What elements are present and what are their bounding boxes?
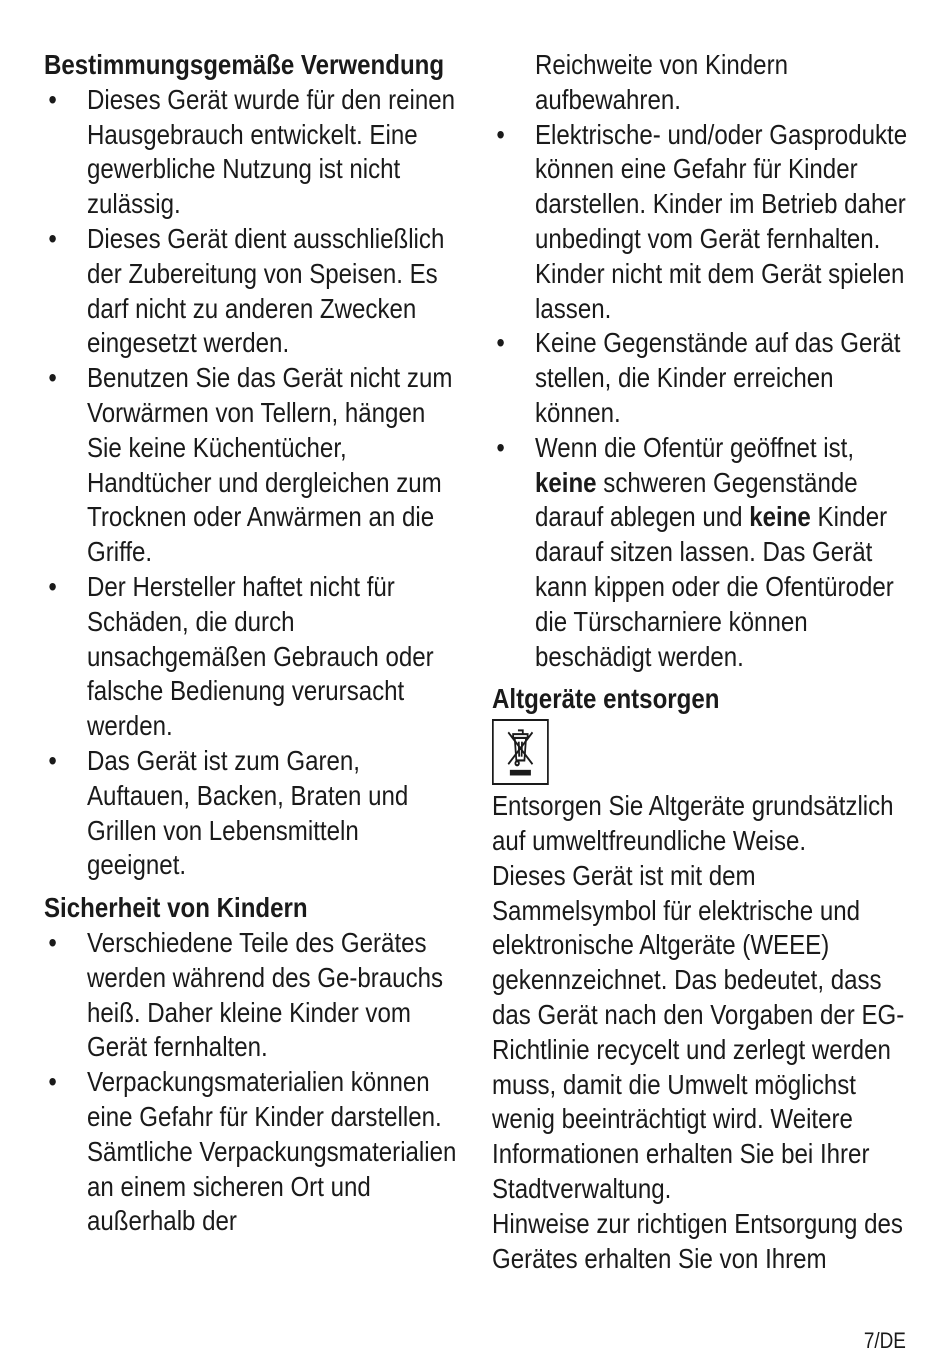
section-title-intended-use: Bestimmungsgemäße Verwendung xyxy=(44,49,445,80)
crossed-out-wheelie-bin-icon xyxy=(492,719,549,785)
bullet-icon: • xyxy=(48,222,57,254)
child-safety-list-continued xyxy=(492,118,913,675)
list-item-continuation: Reichweite von Kindern aufbewahren. xyxy=(535,49,788,115)
list-item xyxy=(492,431,913,675)
bullet-icon: • xyxy=(496,118,505,150)
list-item: • Verpackungsmaterialien können eine Gefahr für Kinder darstellen. Sämtliche Verpackungsmaterialien an einem sicheren Ort und außerhalb der xyxy=(44,1065,464,1239)
list-item: • Benutzen Sie das Gerät nicht zum Vorwärmen von Tellern, hängen Sie keine Küchentücher, Handtücher und dergleichen zum Trocknen oder Anwärmen an die Griffe. xyxy=(44,361,464,570)
bullet-icon: • xyxy=(496,431,505,463)
section-title-disposal: Altgeräte entsorgen xyxy=(492,683,720,715)
list-item: • Dieses Gerät dient ausschließlich der Zubereitung von Speisen. Es darf nicht zu anderen Zwecken eingesetzt werden. xyxy=(44,222,464,361)
page-number: 7/DE xyxy=(863,1328,906,1353)
item-text: Wenn die Ofentür geöffnet ist, keine schweren Gegenstände darauf ablegen und keine Kinder darauf sitzen lassen. Das Gerät kann kippen oder die Ofentüroder die Türscharniere können beschädigt werden. xyxy=(535,431,894,672)
weee-paragraph: Dieses Gerät ist mit dem Sammelsymbol für elektrische und elektronische Altgeräte (WEEE) gekennzeichnet. Das bedeutet, dass das Gerät nach den Vorgaben der EG-Richtlinie recycelt und zerlegt werden muss, damit die Umwelt möglichst wenig beeinträchtigt wird. Weitere Informationen erhalten Sie bei Ihrer Stadtverwaltung. xyxy=(492,859,905,1204)
intended-use-list xyxy=(44,83,464,883)
disposal-info-paragraph: Hinweise zur richtigen Entsorgung des Gerätes erhalten Sie von Ihrem xyxy=(492,1207,903,1274)
list-item: • Der Hersteller haftet nicht für Schäden, die durch unsachgemäßen Gebrauch oder falsche Bedienung verursacht werden. xyxy=(44,570,464,744)
list-item: • Dieses Gerät wurde für den reinen Hausgebrauch entwickelt. Eine gewerbliche Nutzung ist nicht zulässig. xyxy=(44,83,464,222)
list-item: • Keine Gegenstände auf das Gerät stellen, die Kinder erreichen können. xyxy=(492,326,913,430)
disposal-paragraph: Entsorgen Sie Altgeräte grundsätzlich auf umweltfreundliche Weise. xyxy=(492,790,894,856)
section-title-child-safety: Sicherheit von Kindern xyxy=(44,892,308,924)
list-item: • Das Gerät ist zum Garen, Auftauen, Backen, Braten und Grillen von Lebensmitteln geeignet. xyxy=(44,744,464,883)
bullet-icon: • xyxy=(48,83,57,115)
child-safety-list xyxy=(44,926,464,1239)
list-item: • Verschiedene Teile des Gerätes werden während des Ge-brauchs heiß. Daher kleine Kinder vom Gerät fernhalten. xyxy=(44,926,464,1065)
list-item: • Elektrische- und/oder Gasprodukte können eine Gefahr für Kinder darstellen. Kinder im Betrieb daher unbedingt vom Gerät fernhalten. Kinder nicht mit dem Gerät spielen lassen. xyxy=(492,118,913,327)
emphasis-keine: keine xyxy=(535,466,597,498)
right-column xyxy=(492,48,913,1276)
bullet-icon: • xyxy=(496,327,505,359)
bullet-icon: • xyxy=(48,1066,57,1098)
bullet-icon: • xyxy=(48,926,57,958)
bullet-icon: • xyxy=(48,362,57,394)
emphasis-keine: keine xyxy=(749,501,811,533)
bullet-icon: • xyxy=(48,744,57,776)
bullet-icon: • xyxy=(48,570,57,602)
left-column xyxy=(44,48,464,1239)
